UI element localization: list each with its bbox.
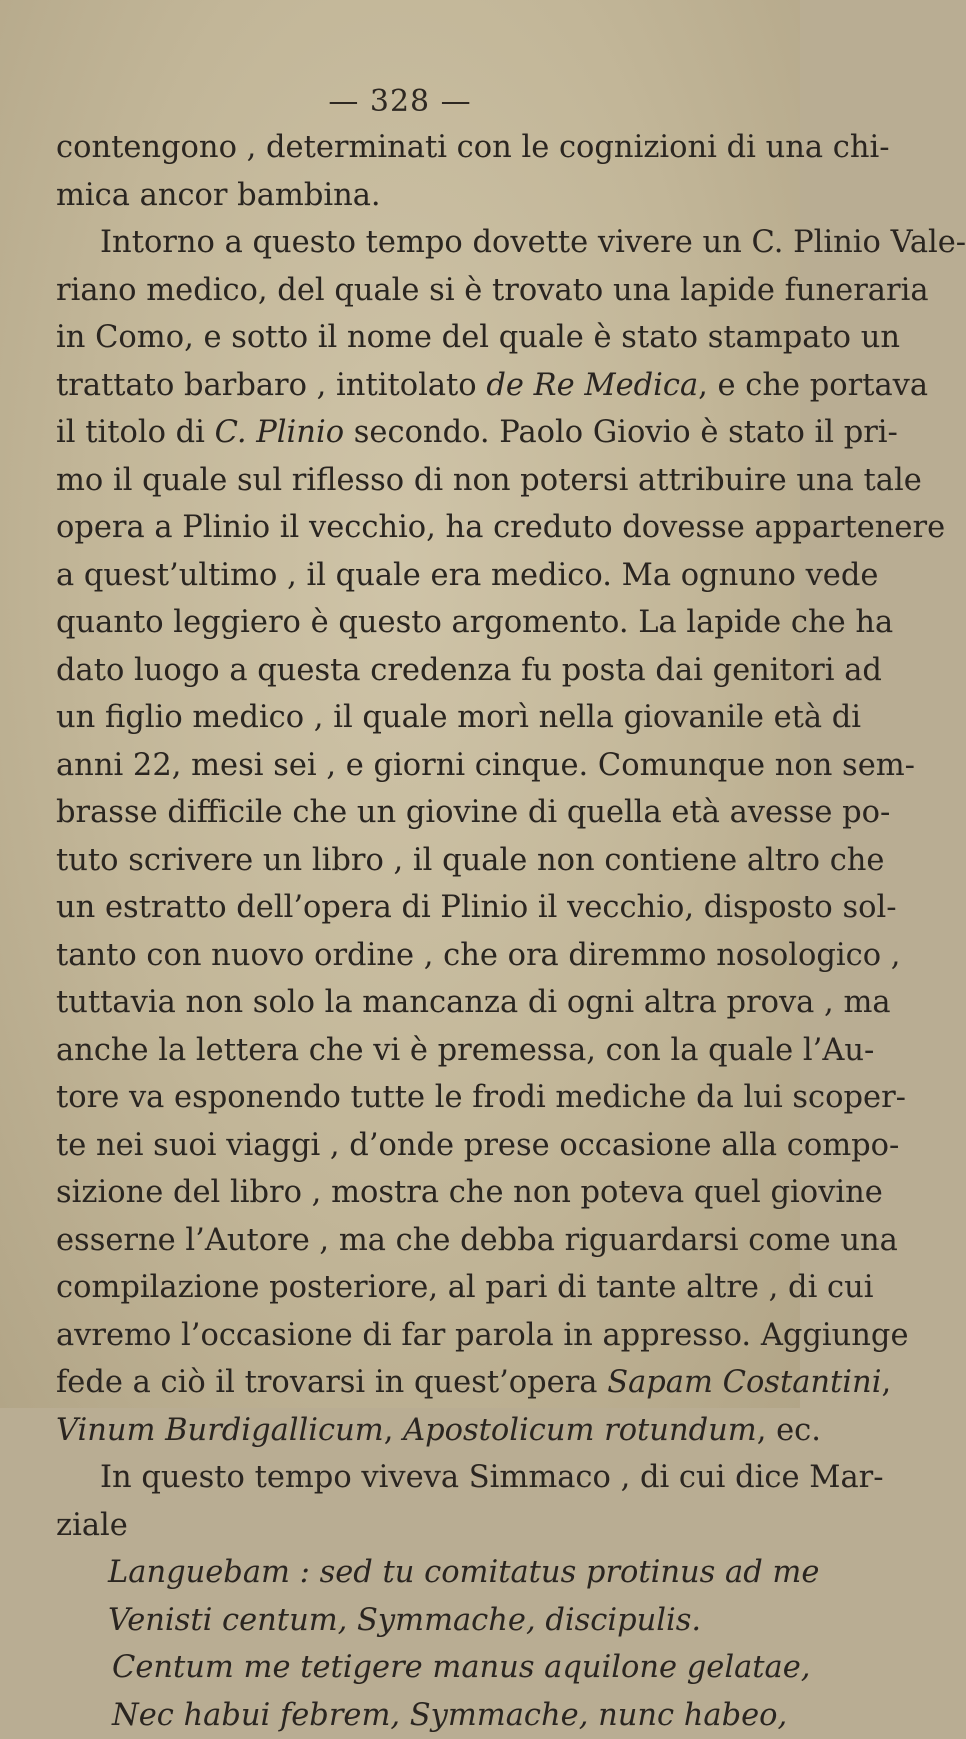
- text-line: compilazione posteriore, al pari di tante altre , di cui: [56, 1264, 772, 1312]
- italic-title: Sapam Costantini: [607, 1365, 881, 1400]
- text-line-mixed: [56, 362, 772, 410]
- italic-title: Apostolicum rotundum: [403, 1413, 757, 1448]
- verse-line: Venisti centum, Symmache, discipulis.: [56, 1597, 772, 1645]
- text-line: Intorno a questo tempo dovette vivere un C. Plinio Vale-: [56, 219, 772, 267]
- text-fragment: secondo. Paolo Giovio è stato il pri-: [354, 415, 898, 450]
- italic-title: de Re Medica: [486, 368, 698, 403]
- text-line: a quest’ultimo , il quale era medico. Ma ognuno vede: [56, 552, 772, 600]
- text-fragment: trattato barbaro , intitolato: [56, 368, 477, 403]
- text-line-mixed: [56, 1359, 772, 1407]
- text-fragment: il titolo di: [56, 415, 205, 450]
- text-line: tore va esponendo tutte le frodi mediche da lui scoper-: [56, 1074, 772, 1122]
- verse-line: Languebam : sed tu comitatus protinus ad me: [56, 1549, 772, 1597]
- text-line: opera a Plinio il vecchio, ha creduto dovesse appartenere: [56, 504, 772, 552]
- text-line: mo il quale sul riflesso di non potersi attribuire una tale: [56, 457, 772, 505]
- text-line-mixed: Vinum Burdigallicum, Apostolicum rotundum, ec.: [56, 1407, 772, 1455]
- text-line: anche la lettera che vi è premessa, con la quale l’Au-: [56, 1027, 772, 1075]
- text-line-mixed: [56, 409, 772, 457]
- text-line: dato luogo a questa credenza fu posta dai genitori ad: [56, 647, 772, 695]
- text-line: sizione del libro , mostra che non poteva quel giovine: [56, 1169, 772, 1217]
- text-line: tuttavia non solo la mancanza di ogni altra prova , ma: [56, 979, 772, 1027]
- text-fragment: fede a ciò il trovarsi in quest’opera: [56, 1365, 598, 1400]
- text-line: esserne l’Autore , ma che debba riguardarsi come una: [56, 1217, 772, 1265]
- text-line: avremo l’occasione di far parola in appresso. Aggiunge: [56, 1312, 772, 1360]
- verse-line: Nec habui febrem, Symmache, nunc habeo,: [56, 1692, 772, 1739]
- text-fragment: , ec.: [757, 1413, 821, 1448]
- text-line: ziale: [56, 1502, 772, 1550]
- text-line: quanto leggiero è questo argomento. La lapide che ha: [56, 599, 772, 647]
- text-line: brasse difficile che un giovine di quella età avesse po-: [56, 789, 772, 837]
- italic-name: C. Plinio: [215, 415, 344, 450]
- text-line: riano medico, del quale si è trovato una lapide funeraria: [56, 267, 772, 315]
- italic-title: Vinum Burdigallicum: [56, 1413, 384, 1448]
- text-line: mica ancor bambina.: [56, 172, 772, 220]
- body-text: [56, 124, 772, 1739]
- text-line: un figlio medico , il quale morì nella giovanile età di: [56, 694, 772, 742]
- text-line: anni 22, mesi sei , e giorni cinque. Comunque non sem-: [56, 742, 772, 790]
- text-line: te nei suoi viaggi , d’onde prese occasione alla compo-: [56, 1122, 772, 1170]
- text-fragment: ,: [881, 1365, 891, 1400]
- text-line: tuto scrivere un libro , il quale non contiene altro che: [56, 837, 772, 885]
- text-line: un estratto dell’opera di Plinio il vecchio, disposto sol-: [56, 884, 772, 932]
- verse-line: Centum me tetigere manus aquilone gelatae,: [56, 1644, 772, 1692]
- page-number: — 328 —: [0, 84, 800, 119]
- text-line: in Como, e sotto il nome del quale è stato stampato un: [56, 314, 772, 362]
- text-line: contengono , determinati con le cognizioni di una chi-: [56, 124, 772, 172]
- text-line: In questo tempo viveva Simmaco , di cui dice Mar-: [56, 1454, 772, 1502]
- text-fragment: , e che portava: [698, 368, 928, 403]
- text-line: tanto con nuovo ordine , che ora diremmo nosologico ,: [56, 932, 772, 980]
